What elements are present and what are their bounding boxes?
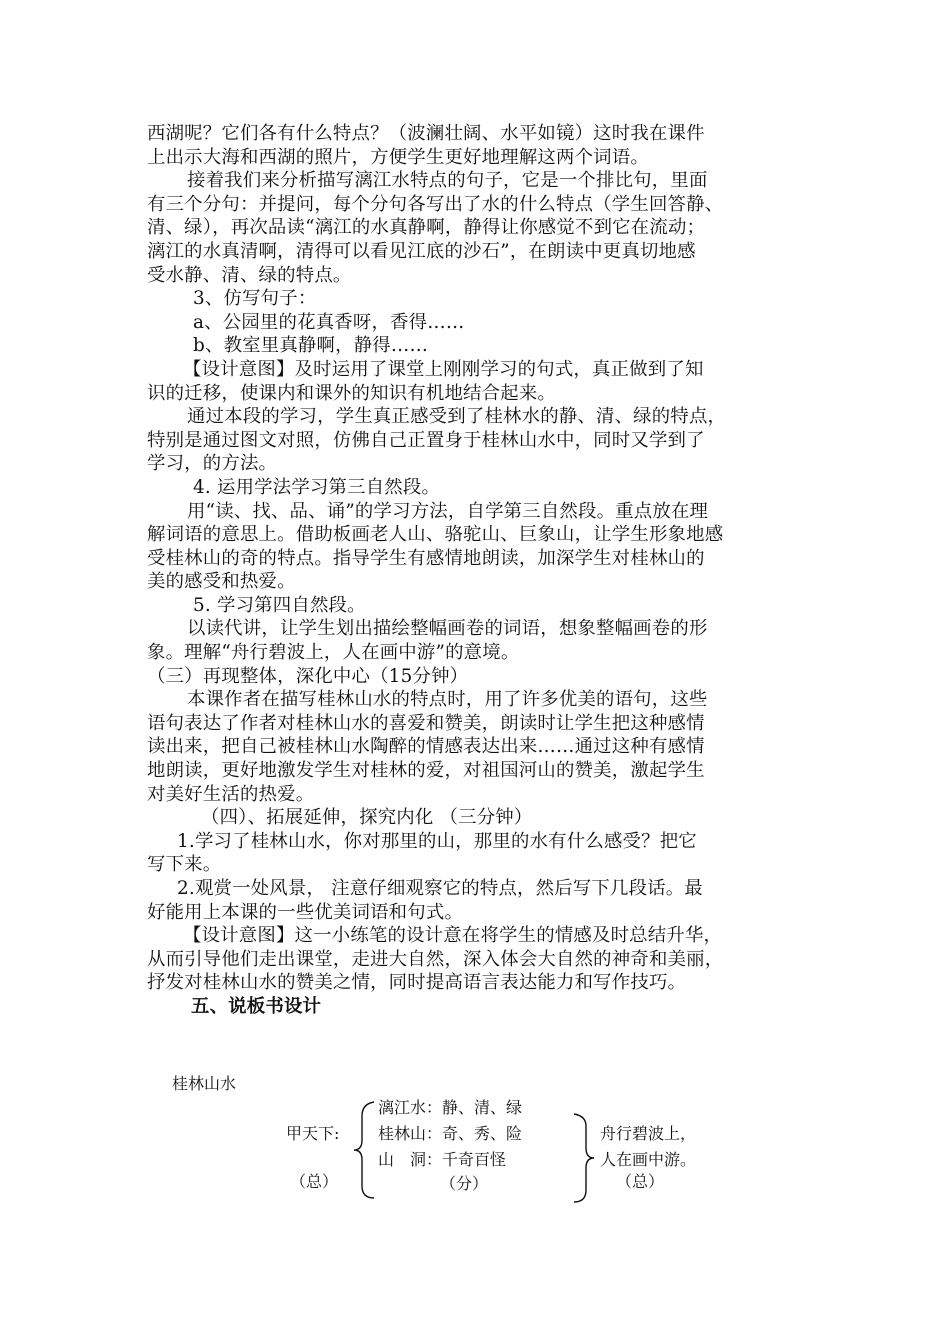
text-line: 写下来。 [147, 854, 222, 876]
text-line: 4. 运用学法学习第三自然段。 [193, 476, 441, 498]
text-line: 用“读、找、品、诵”的学习方法，自学第三自然段。重点放在理 [187, 500, 709, 522]
text-line: 5. 学习第四自然段。 [193, 594, 366, 616]
text-line: 2.观赏一处风景， 注意仔细观察它的特点，然后写下几段话。最 [177, 878, 703, 899]
board-mid-sub: （分） [440, 1174, 489, 1193]
text-line: 象。理解“舟行碧波上，人在画中游”的意境。 [147, 642, 520, 664]
board-right-sub: （总） [616, 1172, 665, 1191]
text-line: 漓江的水真清啊，清得可以看见江底的沙石”，在朗读中更真切地感 [147, 240, 696, 262]
text-line: 【设计意图】这一小练笔的设计意在将学生的情感及时总结升华， [183, 925, 723, 947]
text-line: 好能用上本课的一些优美词语和句式。 [147, 901, 464, 923]
text-line: 1.学习了桂林山水，你对那里的山，那里的水有什么感受？把它 [177, 830, 697, 852]
text-line: 接着我们来分析描写漓江水特点的句子，它是一个排比句，里面 [187, 170, 708, 192]
text-line: 通过本段的学习，学生真正感受到了桂林水的静、清、绿的特点， [187, 406, 727, 428]
text-line: 学习，的方法。 [147, 453, 278, 475]
text-line: 本课作者在描写桂林山水的特点时，用了许多优美的语句，这些 [187, 689, 708, 711]
text-line: a、公园里的花真香呀，香得…… [193, 311, 465, 333]
board-left-label: 甲天下: [286, 1124, 340, 1143]
board-right-line-1: 舟行碧波上， [600, 1124, 697, 1143]
text-line: 西湖呢？它们各有什么特点？（波澜壮阔、水平如镜）这时我在课件 [147, 123, 705, 144]
text-line: 抒发对桂林山水的赞美之情，同时提高语言表达能力和写作技巧。 [147, 972, 687, 994]
text-line: 以读代讲，让学生划出描绘整幅画卷的词语，想象整幅画卷的形 [187, 618, 708, 640]
left-brace-icon [350, 1100, 380, 1200]
board-right-line-2: 人在画中游。 [600, 1150, 697, 1169]
right-brace-icon [568, 1112, 598, 1204]
body-text [147, 122, 817, 1019]
board-mid-line-2: 桂林山：奇、秀、险 [378, 1124, 523, 1143]
text-line: 美的感受和热爱。 [147, 571, 296, 593]
text-line: 对美好生活的热爱。 [147, 783, 315, 805]
text-line: 语句表达了作者对桂林山水的喜爱和赞美，朗读时让学生把这种感情 [147, 712, 705, 734]
text-line: b、教室里真静啊，静得…… [193, 335, 429, 357]
text-line: 识的迁移，使课内和课外的知识有机地结合起来。 [147, 382, 556, 404]
section-heading: 五、说板书设计 [191, 995, 322, 1017]
text-line: 3、仿写句子： [193, 288, 317, 310]
text-line: 地朗读，更好地激发学生对桂林的爱，对祖国河山的赞美，激起学生 [147, 760, 705, 782]
board-mid-line-3: 山 洞：千奇百怪 [378, 1150, 507, 1169]
text-line: 读出来，把自己被桂林山水陶醉的情感表达出来……通过这种有感情 [147, 736, 705, 758]
text-line: 【设计意图】及时运用了课堂上刚刚学习的句式，真正做到了知 [183, 358, 704, 380]
board-mid-line-1: 漓江水：静、清、绿 [378, 1098, 523, 1117]
text-line: 解词语的意思上。借助板画老人山、骆驼山、巨象山，让学生形象地感 [147, 524, 724, 546]
text-line: 受水静、清、绿的特点。 [147, 264, 352, 286]
text-line: 从而引导他们走出课堂，走进大自然，深入体会大自然的神奇和美丽， [147, 948, 724, 970]
text-line: 上出示大海和西湖的照片，方便学生更好地理解这两个词语。 [147, 146, 649, 168]
text-line: （三）再现整体，深化中心（15分钟） [147, 665, 469, 687]
text-line: （四）、拓展延伸，探究内化 （三分钟） [201, 807, 533, 829]
board-title: 桂林山水 [172, 1074, 237, 1093]
text-line: 特别是通过图文对照，仿佛自己正置身于桂林山水中，同时又学到了 [147, 429, 705, 451]
text-line: 受桂林山的奇的特点。指导学生有感情地朗读，加深学生对桂林山的 [147, 547, 705, 569]
text-line: 有三个分句：并提问，每个分句各写出了水的什么特点（学生回答静、 [147, 193, 724, 215]
text-line: 清、绿），再次品读“漓江的水真静啊，静得让你感觉不到它在流动； [147, 217, 706, 239]
board-left-sub: （总） [290, 1172, 339, 1191]
